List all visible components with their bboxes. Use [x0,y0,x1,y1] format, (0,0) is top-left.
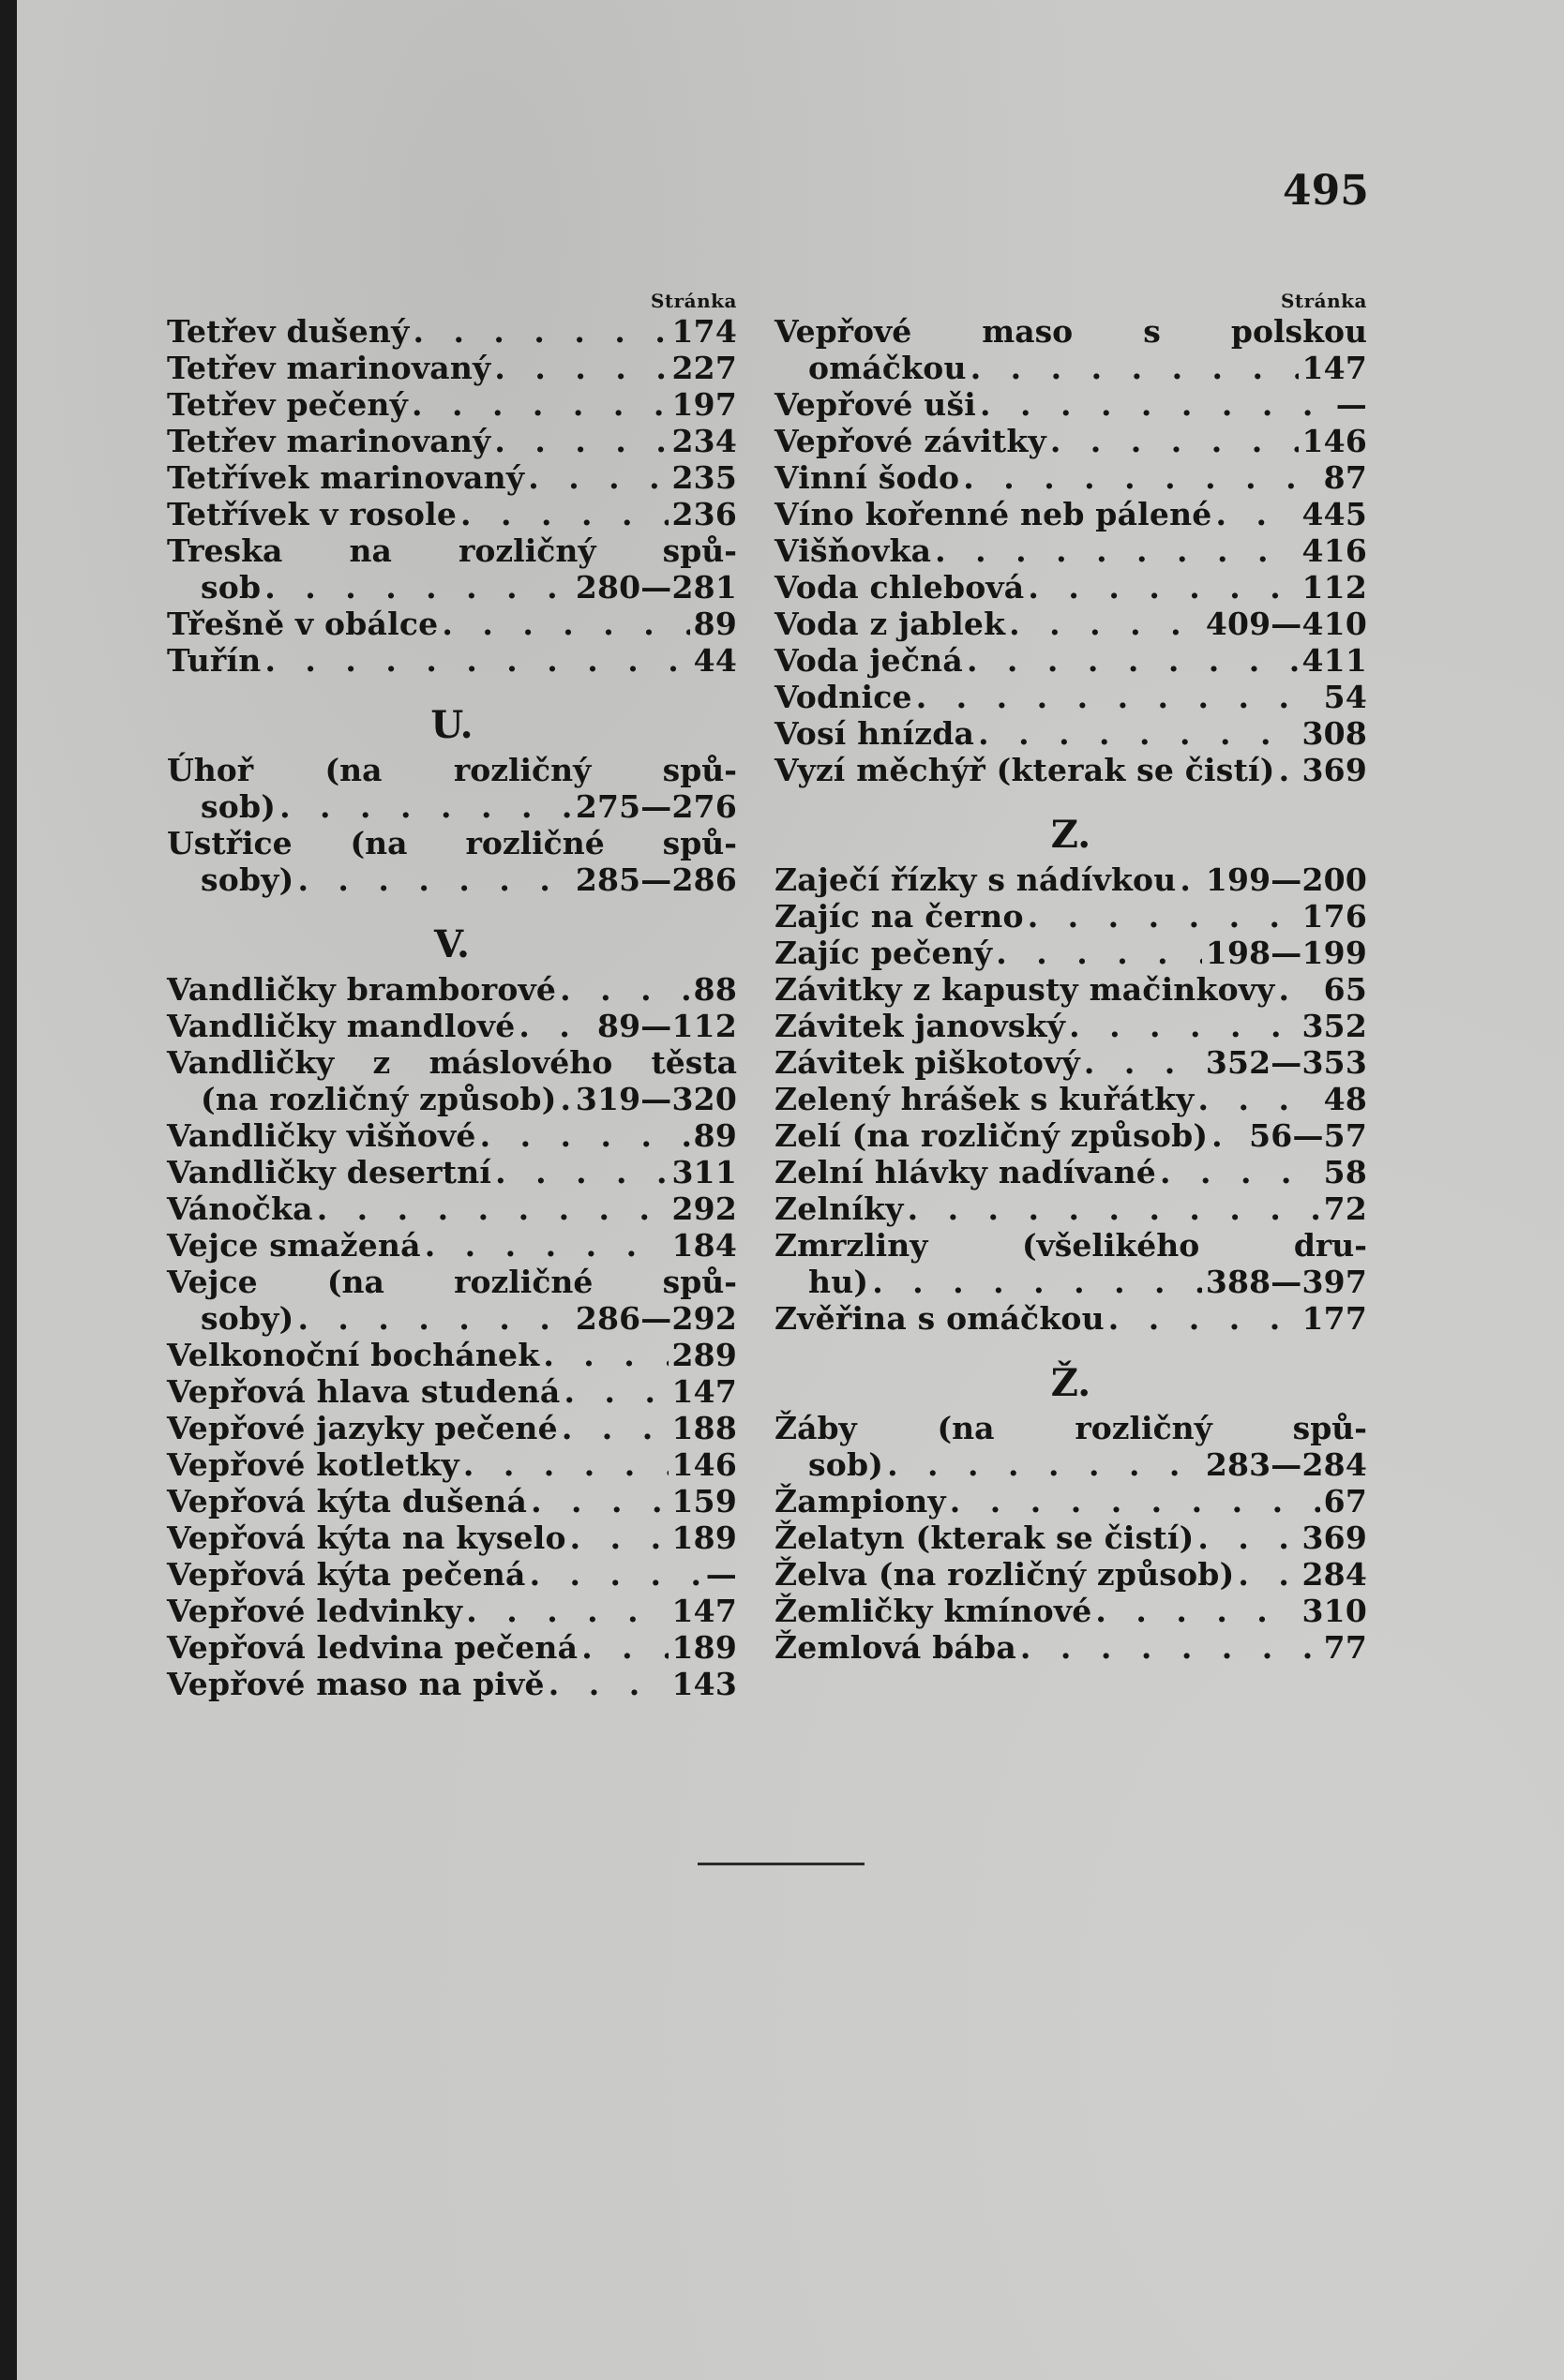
entry-page: 48 [1323,1081,1367,1117]
entry-page: 58 [1323,1154,1367,1190]
entry-page: 283—284 [1205,1446,1367,1483]
entry-name: Vandličky desertní [167,1154,492,1190]
dot-leader [916,679,1320,715]
entry-name: Vandličky bramborové [167,971,557,1008]
index-entry [774,752,1367,788]
entry-name: Velkonoční bochánek [167,1337,540,1373]
dot-leader [549,1666,669,1702]
entry-name: Zaječí řízky s nádívkou [774,861,1177,898]
entry-page: 275—276 [575,788,737,825]
dot-leader [970,350,1299,386]
dot-leader [1160,1154,1320,1190]
entry-name: soby) [201,861,294,898]
entry-page: 388—397 [1205,1264,1367,1300]
entry-name: Závitek janovský [774,1008,1066,1044]
index-entry [167,1227,737,1264]
dot-leader [425,1227,669,1264]
entry-line: Úhoř (na rozličný spů- [167,752,737,788]
entry-page: 416 [1301,532,1367,569]
index-entry [167,1446,737,1483]
entry-name: Vepřová hlava studená [167,1373,561,1410]
index-entry [774,1483,1367,1519]
entry-page: 409—410 [1205,606,1367,642]
dot-leader [495,1154,668,1190]
dot-leader [560,971,690,1008]
entry-page: 308 [1301,715,1367,752]
entry-name: Zelí (na rozličný způsob) [774,1117,1209,1154]
index-entry [774,935,1367,971]
entry-name: Voda ječná [774,642,963,679]
entry-page: 227 [671,350,737,386]
index-column-left [167,289,737,1702]
index-entry [167,1373,737,1410]
entry-name: Vepřové závitky [774,423,1046,459]
entry-page: 184 [671,1227,737,1264]
index-entry [774,1264,1367,1300]
index-entry [167,350,737,386]
entry-page: 289 [671,1337,737,1373]
index-entry [774,350,1367,386]
entry-name: hu) [808,1264,869,1300]
index-entry [167,459,737,496]
index-entry [167,1410,737,1446]
index-entry [167,569,737,606]
dot-leader [1180,861,1201,898]
entry-line: Zmrzliny (všelikého dru- [774,1227,1367,1264]
entry-name: Voda chlebová [774,569,1025,606]
entry-page: 369 [1301,1519,1367,1556]
dot-leader [562,1410,669,1446]
dot-leader [564,1373,669,1410]
entry-name: Vosí hnízda [774,715,975,752]
entry-page: 280—281 [575,569,737,606]
index-entry [774,1190,1367,1227]
dot-leader [494,350,668,386]
section-letter: U. [430,703,474,747]
page-number: 495 [1283,167,1369,215]
dot-leader [1050,423,1299,459]
entry-page: 54 [1323,679,1367,715]
entry-name: Zelený hrášek s kuřátky [774,1081,1195,1117]
entry-name: Tetřev pečený [167,386,408,423]
entry-name: Vepřové maso na pivě [167,1666,545,1702]
entry-name: Želatyn (kterak se čistí) [774,1519,1195,1556]
column-header: Stránka [650,290,737,312]
dot-leader [1020,1629,1320,1666]
index-entry [774,569,1367,606]
index-entry [167,1556,737,1593]
entry-page: 352 [1301,1008,1367,1044]
index-entry [774,1519,1367,1556]
entry-page: 198—199 [1205,935,1367,971]
entry-line: Vejce (na rozličné spů- [167,1264,737,1300]
section-letter: Ž. [1050,1361,1091,1405]
index-entry [167,423,737,459]
entry-page: 445 [1301,496,1367,532]
entry-page: 177 [1301,1300,1367,1337]
dot-leader [980,386,1332,423]
entry-page: 286—292 [575,1300,737,1337]
dot-leader [872,1264,1202,1300]
dot-leader [935,532,1298,569]
entry-page: 89—112 [596,1008,737,1044]
index-entry [774,496,1367,532]
section-letter: Z. [1050,813,1091,857]
entry-page: 352—353 [1205,1044,1367,1081]
entry-line: Ustřice (na rozličné spů- [167,825,737,861]
dot-leader [442,606,689,642]
dot-leader [1197,1519,1298,1556]
entry-page: 56—57 [1249,1117,1367,1154]
dot-leader [530,1556,702,1593]
index-entry [774,715,1367,752]
entry-page: 112 [1301,569,1367,606]
index-entry [774,423,1367,459]
dot-leader [412,386,669,423]
entry-name: Tetřev dušený [167,313,410,350]
index-entry [167,1629,737,1666]
entry-page: 147 [671,1593,737,1629]
entry-page: 235 [671,459,737,496]
entry-page: 143 [671,1666,737,1702]
entry-name: Třešně v obálce [167,606,439,642]
entry-page: 411 [1301,642,1367,679]
dot-leader [908,1190,1320,1227]
entry-name: Vepřová kýta na kyselo [167,1519,566,1556]
entry-name: Vejce smažená [167,1227,421,1264]
dot-leader [1279,971,1320,1008]
dot-leader [413,313,668,350]
dot-leader [1028,898,1299,935]
entry-name: Tetřívek v rosole [167,496,458,532]
entry-page: 197 [671,386,737,423]
dot-leader [1198,1081,1320,1117]
entry-name: sob) [201,788,277,825]
dot-leader [1069,1008,1298,1044]
index-entry [167,1483,737,1519]
dot-leader [978,715,1298,752]
entry-name: Zajíc na černo [774,898,1024,935]
index-entry [167,1117,737,1154]
dot-leader [967,642,1299,679]
entry-name: Voda z jablek [774,606,1006,642]
dot-leader [561,1081,572,1117]
entry-name: Vepřová ledvina pečená [167,1629,579,1666]
entry-page: 176 [1301,898,1367,935]
entry-name: Vepřové jazyky pečené [167,1410,558,1446]
entry-name: Tetřívek marinovaný [167,459,525,496]
dot-leader [528,459,668,496]
entry-name: soby) [201,1300,294,1337]
index-entry [167,642,737,679]
index-entry [167,788,737,825]
entry-page: 44 [693,642,737,679]
index-entry [167,971,737,1008]
entry-page: — [705,1556,737,1593]
entry-name: Závitek piškotový [774,1044,1080,1081]
index-entry [774,386,1367,423]
dot-leader [297,861,571,898]
index-entry [774,1154,1367,1190]
index-entry [167,1190,737,1227]
entry-name: sob [201,569,262,606]
dot-leader [570,1519,669,1556]
entry-page: 292 [671,1190,737,1227]
entry-name: Vepřové ledvinky [167,1593,463,1629]
entry-name: omáčkou [808,350,967,386]
index-entry [167,1008,737,1044]
index-entry [167,1081,737,1117]
entry-name: sob) [808,1446,884,1483]
entry-name: Závitky z kapusty mačinkovy [774,971,1275,1008]
end-rule [698,1863,865,1865]
entry-name: Zelní hlávky nadívané [774,1154,1156,1190]
dot-leader [519,1008,594,1044]
dot-leader [1108,1300,1299,1337]
entry-page: 67 [1323,1483,1367,1519]
index-entry [774,1044,1367,1081]
entry-page: 199—200 [1205,861,1367,898]
entry-name: Víno kořenné neb pálené [774,496,1212,532]
entry-page: 147 [671,1373,737,1410]
entry-name: Vyzí měchýř (kterak se čistí) [774,752,1275,788]
entry-page: 72 [1323,1190,1367,1227]
entry-page: 77 [1323,1629,1367,1666]
index-entry [774,1081,1367,1117]
entry-page: 65 [1323,971,1367,1008]
index-entry [167,1593,737,1629]
entry-name: Vepřová kýta dušená [167,1483,528,1519]
dot-leader [1211,1117,1245,1154]
entry-name: Žemlová bába [774,1629,1016,1666]
entry-page: 89 [693,1117,737,1154]
index-entry [167,313,737,350]
entry-name: Tuřín [167,642,262,679]
entry-page: 87 [1323,459,1367,496]
dot-leader [963,459,1319,496]
entry-page: 188 [671,1410,737,1446]
book-page [17,0,1564,2380]
index-entry [167,606,737,642]
entry-name: Želva (na rozličný způsob) [774,1556,1235,1593]
entry-page: 236 [671,496,737,532]
dot-leader [1279,752,1299,788]
index-entry [167,1519,737,1556]
entry-name: Vepřové kotletky [167,1446,459,1483]
entry-page: 189 [671,1629,737,1666]
index-column-right [774,289,1367,1666]
entry-name: Višňovka [774,532,932,569]
entry-list [167,313,737,1702]
dot-leader [494,423,668,459]
entry-page: 147 [1301,350,1367,386]
entry-name: Zajíc pečený [774,935,993,971]
entry-page: 146 [671,1446,737,1483]
index-entry [774,606,1367,642]
index-entry [774,1300,1367,1337]
dot-leader [264,642,689,679]
entry-name: Vandličky višňové [167,1117,476,1154]
dot-leader [480,1117,690,1154]
index-entry [167,861,737,898]
entry-name: Vánočka [167,1190,313,1227]
index-entry [774,1629,1367,1666]
dot-leader [279,788,572,825]
dot-leader [1238,1556,1298,1593]
entry-line: Žáby (na rozličný spů- [774,1410,1367,1446]
index-entry [167,386,737,423]
index-entry [167,1337,737,1373]
entry-page: 159 [671,1483,737,1519]
entry-page: — [1335,386,1367,423]
entry-name: Vinní šodo [774,459,960,496]
dot-leader [543,1337,668,1373]
entry-page: 284 [1301,1556,1367,1593]
entry-line: Vepřové maso s polskou [774,313,1367,350]
entry-page: 310 [1301,1593,1367,1629]
dot-leader [460,496,668,532]
entry-page: 146 [1301,423,1367,459]
entry-name: Tetřev marinovaný [167,350,491,386]
entry-name: Vepřové uši [774,386,977,423]
dot-leader [1216,496,1299,532]
entry-page: 88 [693,971,737,1008]
entry-name: Žampiony [774,1483,946,1519]
index-entry [167,496,737,532]
entry-name: Vepřová kýta pečená [167,1556,526,1593]
dot-leader [1084,1044,1202,1081]
dot-leader [1095,1593,1298,1629]
index-entry [167,1666,737,1702]
index-entry [774,971,1367,1008]
entry-page: 174 [671,313,737,350]
index-entry [774,861,1367,898]
entry-name: Vandličky mandlové [167,1008,516,1044]
entry-page: 89 [693,606,737,642]
index-entry [774,1008,1367,1044]
entry-page: 285—286 [575,861,737,898]
dot-leader [466,1593,668,1629]
dot-leader [463,1446,669,1483]
entry-page: 311 [671,1154,737,1190]
index-entry [774,459,1367,496]
index-entry [774,1556,1367,1593]
dot-leader [317,1190,669,1227]
section-letter: V. [434,922,470,966]
index-entry [774,1446,1367,1483]
index-entry [167,1154,737,1190]
column-header: Stránka [1280,290,1367,312]
dot-leader [1009,606,1202,642]
entry-line: Vandličky z máslového těsta [167,1044,737,1081]
entry-name: Vodnice [774,679,912,715]
entry-name: Zvěřina s omáčkou [774,1300,1105,1337]
entry-name: Zelníky [774,1190,904,1227]
index-entry [774,532,1367,569]
entry-list [774,313,1367,1666]
index-entry [774,1117,1367,1154]
dot-leader [887,1446,1202,1483]
dot-leader [297,1300,571,1337]
dot-leader [264,569,572,606]
entry-page: 319—320 [575,1081,737,1117]
dot-leader [950,1483,1320,1519]
index-entry [167,1300,737,1337]
index-entry [774,898,1367,935]
entry-name: (na rozličný způsob) [201,1081,557,1117]
dot-leader [581,1629,668,1666]
entry-page: 189 [671,1519,737,1556]
entry-name: Žemličky kmínové [774,1593,1092,1629]
entry-page: 369 [1301,752,1367,788]
index-entry [774,679,1367,715]
index-entry [774,642,1367,679]
entry-name: Tetřev marinovaný [167,423,491,459]
dot-leader [996,935,1202,971]
dot-leader [1028,569,1298,606]
index-entry [774,1593,1367,1629]
entry-line: Treska na rozličný spů- [167,532,737,569]
entry-page: 234 [671,423,737,459]
dot-leader [531,1483,668,1519]
